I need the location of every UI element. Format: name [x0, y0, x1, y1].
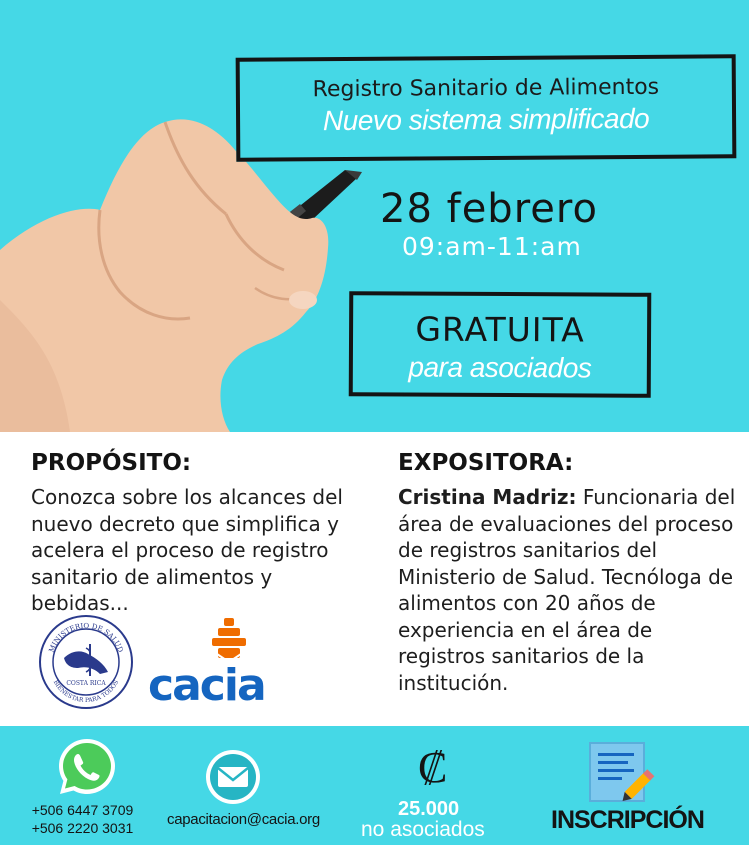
price-note: no asociados [361, 818, 485, 841]
title-box [236, 54, 737, 161]
seal-text-top: MINISTERIO DE SALUD [47, 621, 125, 654]
event-title: Registro Sanitario de Alimentos [312, 74, 660, 103]
free-label: GRATUITA [415, 309, 585, 350]
speaker-text [398, 484, 743, 696]
free-note: para asociados [408, 351, 592, 384]
event-date: 28 febrero [380, 186, 598, 232]
ministry-of-health-seal [38, 614, 134, 710]
event-time: 09:am-11:am [402, 232, 582, 261]
price-value: 25.000 [398, 798, 460, 820]
colon-currency-icon: ₡ [418, 742, 448, 793]
speaker-name: Cristina Madriz: [398, 485, 577, 509]
cacia-wordmark: cacia [148, 660, 265, 704]
speaker-heading: EXPOSITORA: [398, 450, 574, 476]
contact-email[interactable]: capacitacion@cacia.org [167, 811, 320, 828]
registration-form-icon[interactable] [588, 741, 658, 805]
whatsapp-icon[interactable] [55, 735, 119, 799]
purpose-heading: PROPÓSITO: [31, 450, 192, 476]
free-box [349, 291, 652, 398]
mail-icon[interactable] [205, 749, 261, 805]
phone-number-1[interactable]: +506 6447 3709 [31, 802, 134, 818]
cacia-logo [148, 618, 280, 704]
phone-number-2[interactable]: +506 2220 3031 [31, 820, 134, 836]
purpose-text: Conozca sobre los alcances del nuevo decreto que simplifica y acelera el proceso de registro sanitario de alimentos y bebidas... [31, 485, 343, 615]
speaker-bio: Funcionaria del área de evaluaciones del proceso de registros sanitarios del Ministerio de Salud. Tecnóloga de alimentos con 20 años de experiencia en el área de registros sanitarios de la institución. [398, 485, 736, 695]
event-subtitle: Nuevo sistema simplificado [322, 102, 650, 137]
seal-text-mid: COSTA RICA [66, 680, 106, 687]
seal-text-bottom: BIENESTAR PARA TODOS [51, 679, 121, 705]
inscripcion-label[interactable]: INSCRIPCIÓN [551, 806, 704, 834]
